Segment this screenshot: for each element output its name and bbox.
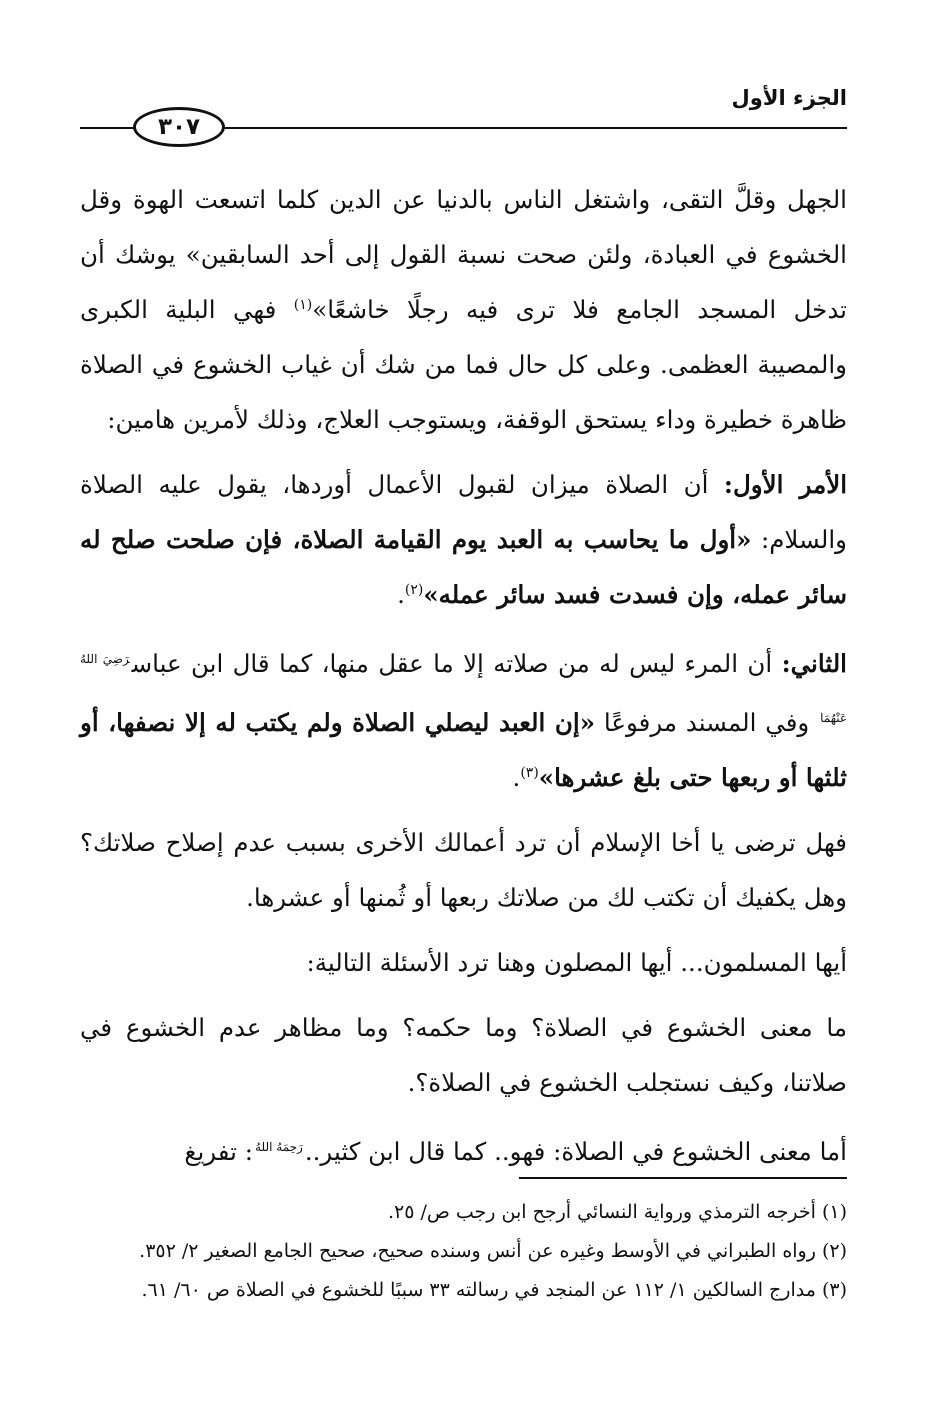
paragraph-lead: الثاني: (781, 649, 847, 679)
paragraph-text: . (512, 763, 521, 793)
paragraph-text: أن المرء ليس له من صلاته إلا ما عقل منها، كما قال ابن عباس (131, 649, 782, 679)
paragraph-address: أيها المسلمون... أيها المصلون وهنا ترد الأسئلة التالية: (306, 948, 847, 978)
header-rule (225, 127, 847, 129)
footnote-item: (٣) مدارج السالكين ١/ ١١٢ عن المنجد في رسالته ٣٣ سببًا للخشوع في الصلاة ص ٦٠/ ٦١. (141, 1279, 847, 1301)
paragraph-text: أما معنى الخشوع في الصلاة: فهو.. كما قال ابن كثير.. (304, 1137, 847, 1167)
paragraph-first-reason (80, 457, 847, 622)
paragraph-text: وفي المسند مرفوعًا (595, 708, 819, 738)
footnote-rule (519, 1177, 847, 1179)
honorific-glyph: رَضِيَ اللهُ عَنْهُمَا (80, 652, 847, 726)
hadith-quote: «إن العبد ليصلي الصلاة ولم يكتب له إلا نصفها، أو ثلثها أو ربعها حتى بلغ عشرها» (80, 708, 847, 793)
honorific-glyph: رَحِمَهُ اللهُ (255, 1140, 303, 1155)
paragraph-text: فهي البلية الكبرى والمصيبة العظمى. وعلى كل حال فما من شك أن غياب الخشوع في الصلاة ظاهرة خطيرة وداء يستحق الوقفة، ويستوجب العلاج، وذلك لأمرين هامين: (80, 295, 847, 434)
footnote-ref: (١) (293, 296, 313, 313)
hadith-quote: «أول ما يحاسب به العبد يوم القيامة الصلاة، فإن صلحت صلح له سائر عمله، وإن فسدت فسد سائر عمله» (80, 525, 847, 609)
page-number: ٣٠٧ (133, 107, 225, 147)
footnote-item: (١) أخرجه الترمذي ورواية النسائي أرجح ابن رجب ص/ ٢٥. (387, 1201, 847, 1223)
paragraph-text: الجهل وقلَّ التقى، واشتغل الناس بالدنيا عن الدين كلما اتسعت الهوة وقل الخشوع في العبادة، ولئن صحت نسبة القول إلى أحد السابقين» يوشك أن تدخل المسجد الجامع فلا ترى فيه رجلًا خاشعًا» (80, 185, 847, 324)
footnote-ref: (٣) (520, 765, 539, 782)
footnotes (80, 1193, 847, 1310)
paragraph-second-reason (80, 632, 847, 805)
paragraph-text: : تفريغ (184, 1137, 254, 1167)
paragraph-intro (80, 172, 847, 447)
footnote-item: (٢) رواه الطبراني في الأوسط وغيره عن أنس وسنده صحيح، صحيح الجامع الصغير ٢/ ٣٥٢. (139, 1240, 847, 1262)
paragraph-text: أن الصلاة ميزان لقبول الأعمال أوردها، يقول عليه الصلاة والسلام: (80, 470, 847, 554)
main-text (80, 172, 847, 1179)
paragraph-meaning (80, 1120, 847, 1179)
header-rule-left (80, 127, 135, 129)
running-title: الجزء الأول (731, 86, 847, 110)
paragraph-questions-list: ما معنى الخشوع في الصلاة؟ وما حكمه؟ وما مظاهر عدم الخشوع في صلاتنا، وكيف نستجلب الخشوع في الصلاة؟. (80, 1013, 847, 1098)
paragraph-text: . (397, 580, 405, 609)
footnote-ref: (٢) (404, 581, 424, 598)
paragraph-lead: الأمر الأول: (723, 470, 848, 499)
paragraph-question: فهل ترضى يا أخا الإسلام أن ترد أعمالك الأخرى بسبب عدم إصلاح صلاتك؟ وهل يكفيك أن تكتب لك من صلاتك ربعها أو ثُمنها أو عشرها. (80, 828, 847, 913)
